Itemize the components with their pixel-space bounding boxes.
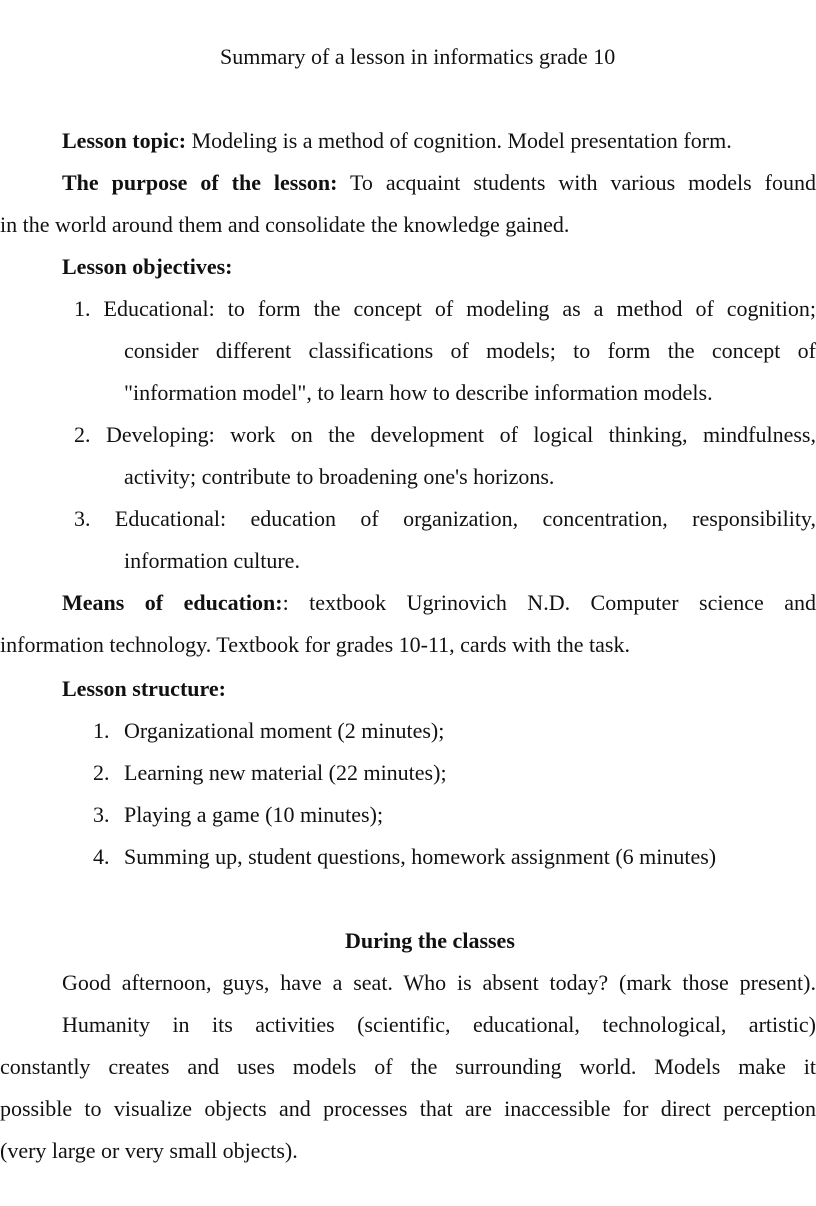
classes-paragraph-1: Good afternoon, guys, have a seat. Who is absent today? (mark those present). [62, 970, 816, 995]
lesson-structure-label: Lesson structure: [62, 676, 226, 701]
structure-item-3-text: Playing a game (10 minutes); [124, 802, 384, 827]
objective-3-number: 3. [74, 506, 91, 531]
structure-item-4-text: Summing up, student questions, homework assignment (6 minutes) [124, 844, 717, 869]
means-text-1: : textbook Ugrinovich N.D. Computer science and [282, 590, 816, 615]
document-title: Summary of a lesson in informatics grade 10 [220, 44, 616, 69]
lesson-objectives-label: Lesson objectives: [62, 254, 233, 279]
objective-3-text-2: information culture. [124, 548, 300, 573]
lesson-topic-label: Lesson topic: [62, 128, 187, 153]
objective-1-line1 [74, 296, 816, 322]
objective-1-text-2: consider different classifications of models; to form the concept of [124, 338, 816, 363]
objective-1-text-3: "information model", to learn how to describe information models. [124, 380, 713, 405]
classes-paragraph-2-line3: possible to visualize objects and processes that are inaccessible for direct perception [0, 1096, 816, 1121]
structure-item-1-text: Organizational moment (2 minutes); [124, 718, 445, 743]
structure-item-1-number: 1. [93, 718, 110, 743]
objective-3-line1 [74, 506, 816, 532]
structure-item-2 [93, 760, 447, 786]
structure-item-3-number: 3. [93, 802, 110, 827]
means-line1 [62, 590, 816, 616]
lesson-topic-text: Modeling is a method of cognition. Model presentation form. [186, 128, 732, 153]
lesson-topic [62, 128, 732, 154]
objective-3-text-1: Educational: education of organization, concentration, responsibility, [114, 506, 816, 531]
objective-1-number: 1. [74, 296, 91, 321]
objective-1-text-1: Educational: to form the concept of modeling as a method of cognition; [103, 296, 816, 321]
objective-2-number: 2. [74, 422, 91, 447]
lesson-structure-heading [62, 676, 226, 702]
structure-item-4 [93, 844, 717, 870]
lesson-objectives-heading [62, 254, 232, 280]
objective-2-text-1: Developing: work on the development of logical thinking, mindfulness, [105, 422, 816, 447]
structure-item-1 [93, 718, 445, 744]
classes-paragraph-2-line1: Humanity in its activities (scientific, educational, technological, artistic) [62, 1012, 816, 1037]
means-text-2: information technology. Textbook for grades 10-11, cards with the task. [0, 632, 630, 657]
objective-2-line1 [74, 422, 816, 448]
structure-item-2-number: 2. [93, 760, 110, 785]
classes-heading [345, 928, 515, 954]
lesson-purpose-text-1: To acquaint students with various models found [337, 170, 816, 195]
objective-2-text-2: activity; contribute to broadening one's horizons. [124, 464, 555, 489]
structure-item-4-number: 4. [93, 844, 110, 869]
lesson-purpose-line1 [62, 170, 816, 196]
lesson-purpose-text-2: in the world around them and consolidate the knowledge gained. [0, 212, 570, 237]
classes-paragraph-2-line2: constantly creates and uses models of the surrounding world. Models make it [0, 1054, 816, 1079]
classes-heading-text: During the classes [345, 928, 515, 953]
structure-item-3 [93, 802, 384, 828]
structure-item-2-text: Learning new material (22 minutes); [124, 760, 447, 785]
lesson-purpose-label: The purpose of the lesson: [62, 170, 338, 195]
means-label: Means of education: [62, 590, 283, 615]
classes-paragraph-2-line4: (very large or very small objects). [0, 1138, 298, 1163]
